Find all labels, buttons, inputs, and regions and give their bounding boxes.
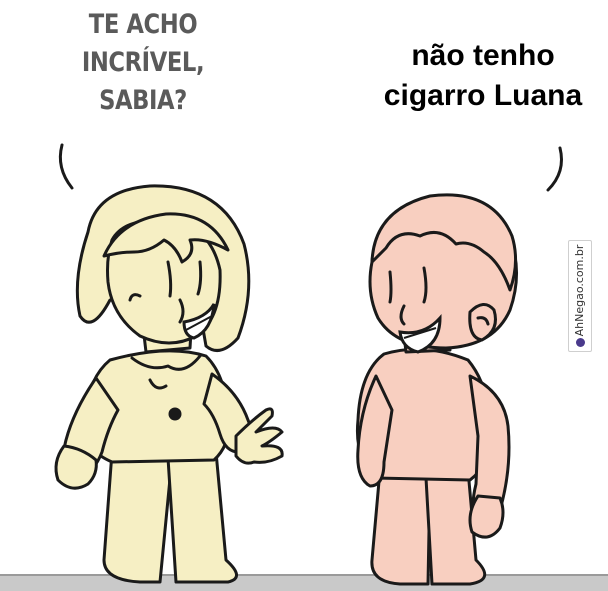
left-character	[56, 186, 282, 582]
left-speech-line: INCRÍVEL,	[81, 47, 205, 78]
right-speech-text	[368, 36, 598, 116]
left-speech-line: TE ACHO	[88, 9, 198, 40]
right-speech-tail	[548, 148, 562, 190]
right-speech-line: cigarro Luana	[383, 79, 583, 112]
watermark-label: AhNegao.com.br	[573, 244, 586, 337]
watermark-badge	[568, 240, 592, 352]
watermark-text	[569, 241, 591, 351]
right-character	[357, 195, 516, 584]
left-speech-line: SABIA?	[99, 85, 187, 116]
left-speech-text	[72, 6, 215, 120]
right-speech-line: não tenho	[411, 39, 555, 72]
watermark-logo-icon	[576, 338, 585, 347]
left-speech-tail	[60, 145, 72, 188]
ground-strip	[0, 574, 608, 591]
